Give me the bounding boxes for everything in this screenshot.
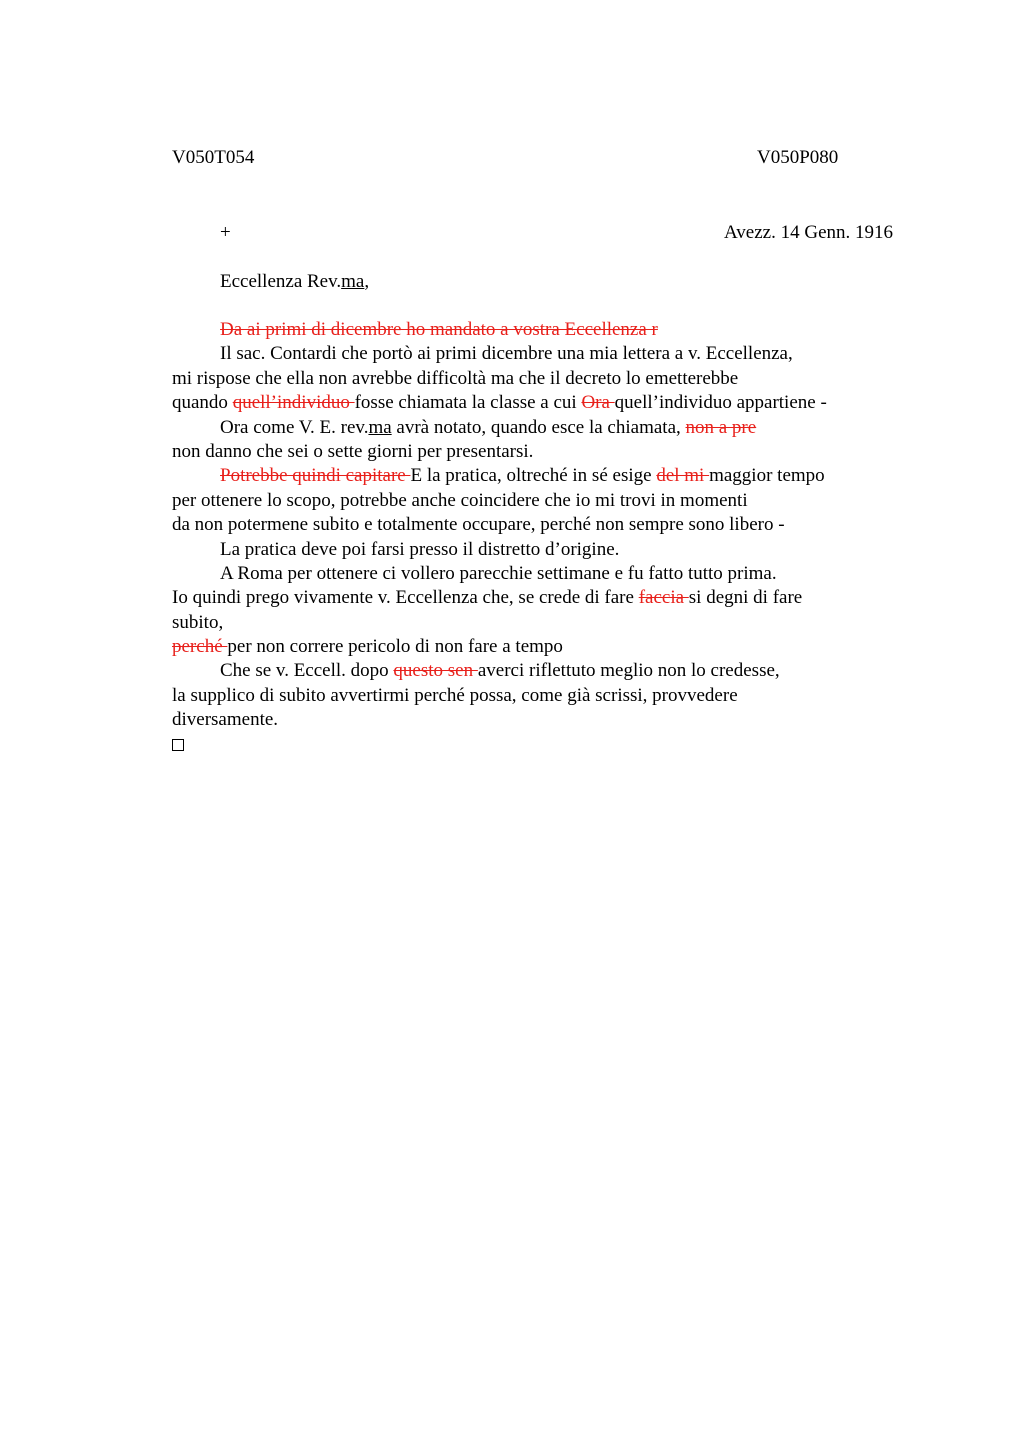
letter-line: diversamente. (172, 709, 279, 731)
letter-line: non danno che sei o sette giorni per presentarsi. (172, 440, 534, 462)
cross-mark: + (220, 222, 231, 243)
line-text: quell’individuo appartiene - (614, 392, 827, 414)
document-code-left: V050T054 (172, 147, 255, 168)
line-text: maggior tempo (709, 465, 825, 487)
line-text: avrà notato, quando esce la chiamata, (391, 416, 686, 438)
letter-line (172, 416, 892, 440)
deleted-text: non a pre (685, 416, 757, 438)
line-text: fosse chiamata la classe a cui (354, 392, 582, 414)
deleted-text: Ora (581, 392, 615, 414)
deleted-text: questo sen (393, 660, 478, 682)
dateline: Avezz. 14 Genn. 1916 (723, 222, 893, 243)
line-text: Che se v. Eccell. dopo (220, 660, 394, 682)
line-text: averci riflettuto meglio non lo credesse, (477, 660, 780, 682)
letter-line: subito, (172, 611, 224, 633)
end-marker (172, 733, 892, 757)
line-text: per non correre pericolo di non fare a tempo (227, 636, 563, 658)
letter-line (172, 391, 892, 415)
deleted-text: Da ai primi di dicembre ho mandato a vostra Eccellenza r (220, 319, 658, 340)
document-code-right: V050P080 (757, 147, 839, 168)
line-text: si degni di fare (688, 587, 803, 609)
deleted-text: quell’individuo (232, 392, 355, 414)
line-text: E la pratica, oltreché in sé esige (410, 465, 657, 487)
letter-line (172, 318, 892, 342)
letter-line: la supplico di subito avvertirmi perché possa, come già scrissi, provvedere (172, 684, 738, 706)
end-box-icon (172, 739, 184, 751)
letter-line: mi rispose che ella non avrebbe difficoltà ma che il decreto lo emetterebbe (172, 367, 739, 389)
letter-line (172, 586, 892, 610)
deleted-text: del mi (656, 465, 710, 487)
letter-line: per ottenere lo scopo, potrebbe anche coincidere che io mi trovi in momenti (172, 489, 748, 511)
line-text: quando (172, 392, 233, 414)
salutation-text: Eccellenza Rev. (220, 271, 342, 292)
letter-line: da non potermene subito e totalmente occupare, perché non sempre sono libero - (172, 514, 785, 536)
salutation-abbrev-underlined: ma (341, 271, 365, 292)
letter-body (172, 318, 892, 757)
letter-line (172, 464, 892, 488)
letter-line: Il sac. Contardi che portò ai primi dicembre una mia lettera a v. Eccellenza, (220, 343, 793, 365)
salutation (220, 270, 369, 294)
line-text: Io quindi prego vivamente v. Eccellenza che, se crede di fare (172, 587, 639, 609)
deleted-text: perché (172, 636, 228, 658)
letter-line: A Roma per ottenere ci vollero parecchie settimane e fu fatto tutto prima. (220, 562, 777, 584)
letter-line (172, 635, 892, 659)
deleted-text: faccia (638, 587, 689, 609)
line-text: Ora come V. E. rev. (220, 416, 369, 438)
deleted-text: Potrebbe quindi capitare (220, 465, 411, 487)
letter-line: La pratica deve poi farsi presso il distretto d’origine. (220, 538, 620, 560)
salutation-comma: , (364, 271, 370, 292)
underlined-abbrev: ma (368, 416, 392, 438)
letter-line (172, 659, 892, 683)
